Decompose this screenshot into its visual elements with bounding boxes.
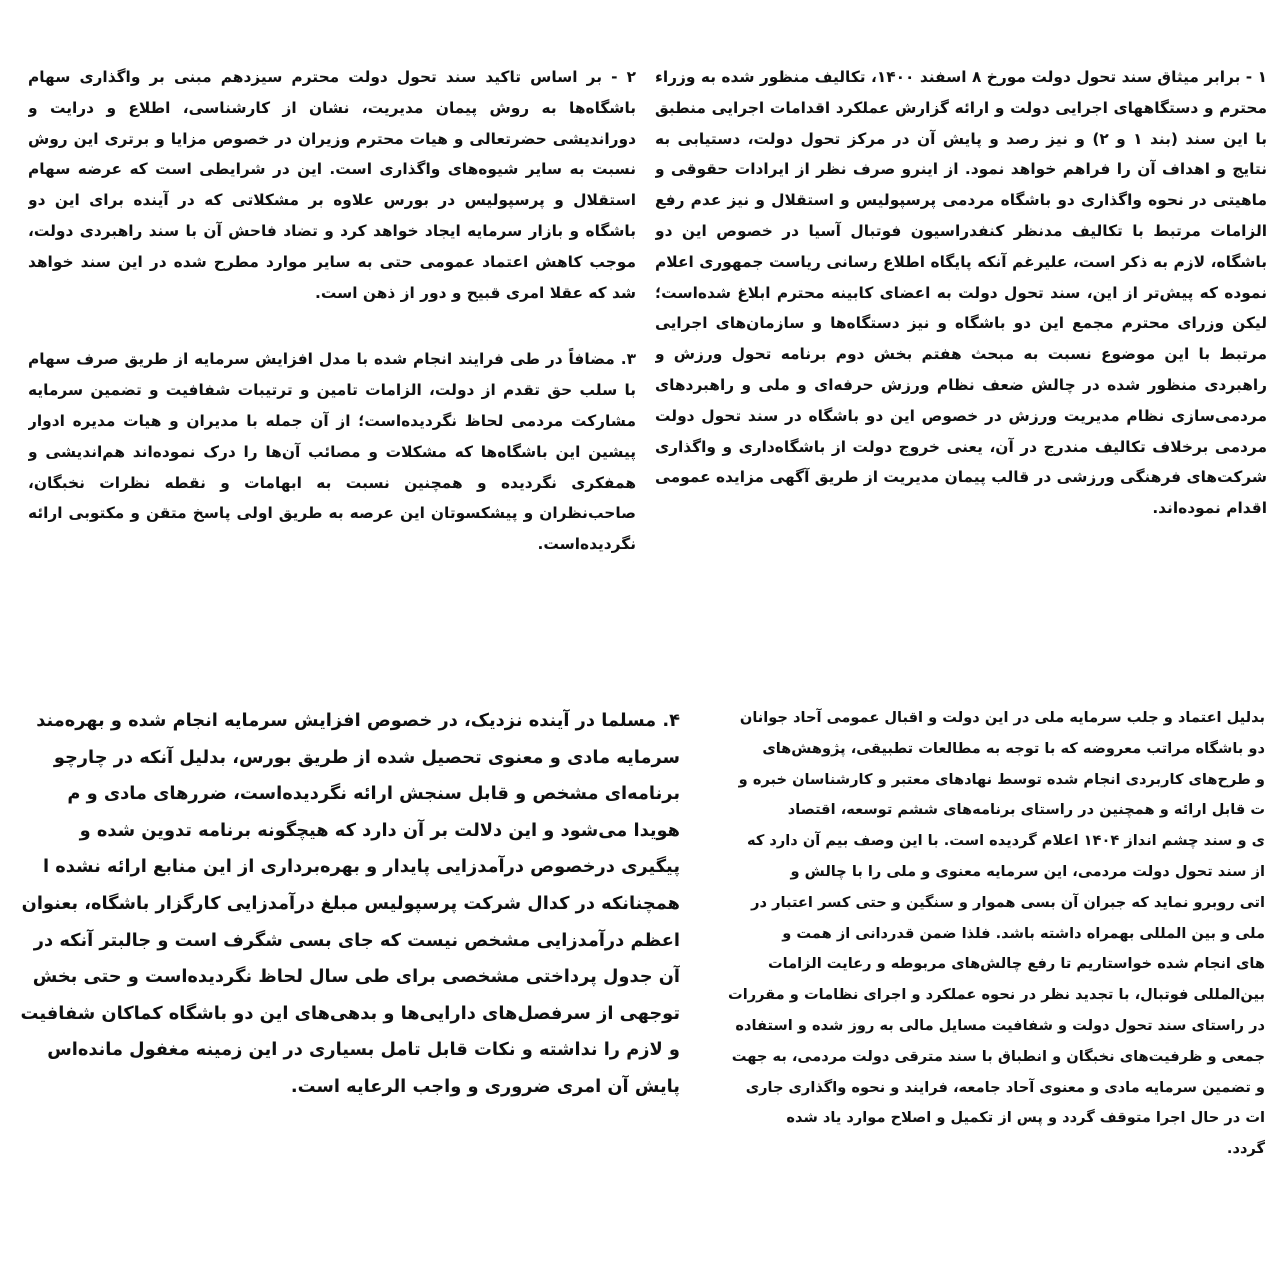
text-line: آن جدول پرداختی مشخصی برای طی سال لحاظ نگردیده‌است و حتی بخش <box>32 966 680 988</box>
text-line: بدلیل اعتماد و جلب سرمایه ملی در این دولت و اقبال عمومی آحاد جوانان <box>739 709 1265 726</box>
text-line: و تضمین سرمایه مادی و معنوی آحاد جامعه، فرایند و نحوه واگذاری جاری <box>745 1078 1265 1096</box>
text-line: در راستای سند تحول دولت و شفافیت مسایل مالی به روز شده و استفاده <box>735 1016 1265 1034</box>
text-line: از سند تحول دولت مردمی، این سرمایه معنوی و ملی را با چالش و <box>790 862 1265 880</box>
text-line: همچنانکه در کدال شرکت پرسپولیس مبلغ درآمدزایی کارگزار باشگاه، بعنوان <box>21 892 680 914</box>
text-line: ت قابل ارائه و همچنین در راستای برنامه‌های ششم توسعه، اقتصاد <box>787 801 1265 819</box>
text-line: دو باشگاه مراتب معروضه که با توجه به مطالعات تطبیقی، پژوهش‌های <box>762 739 1265 757</box>
text-line: های انجام شده خواستاریم تا رفع چالش‌های مربوطه و رعایت الزامات <box>767 955 1265 973</box>
text-line: بین‌المللی فوتبال، با تجدید نظر در نحوه عملکرد و اجرای نظامات و مقررات <box>728 986 1265 1004</box>
text-line: پیگیری درخصوص درآمدزایی پایدار و بهره‌برداری از این منابع ارائه نشده ا <box>42 856 680 878</box>
paragraph-gap <box>28 308 636 344</box>
text-line: و لازم را نداشته و نکات قابل تامل بسیاری در این زمینه مغفول مانده‌اس <box>47 1039 680 1061</box>
paragraph-block-4 <box>12 703 680 1163</box>
text-line: گردد. <box>1226 1140 1265 1158</box>
paragraph-block-continuation <box>705 703 1265 1243</box>
text-line: جمعی و ظرفیت‌های نخبگان و انطباق با سند مترقی دولت مردمی، به جهت <box>731 1047 1265 1065</box>
text-line: سرمایه مادی و معنوی تحصیل شده از طریق بورس، بدلیل آنکه در چارچو <box>53 746 680 768</box>
text-line: اعظم درآمدزایی مشخص نیست که جای بسی شگرف است و جالبتر آنکه در <box>33 929 680 951</box>
paragraph-block-2-3 <box>28 62 636 642</box>
text-line: ی و سند چشم انداز ۱۴۰۴ اعلام گردیده است. با این وصف بیم آن دارد که <box>746 832 1265 850</box>
text-line: توجهی از سرفصل‌های دارایی‌ها و بدهی‌های این دو باشگاه کماکان شفافیت <box>20 1002 680 1024</box>
text-line: ات در حال اجرا متوقف گردد و پس از تکمیل و اصلاح موارد یاد شده <box>786 1109 1265 1127</box>
paragraph-3: ۳. مضافاً در طی فرایند انجام شده با مدل افزایش سرمایه از طریق صرف سهام با سلب حق تقدم از دولت، الزامات تامین و ترتیبات شفافیت و تضمین سرمایه مشارکت مردمی لحاظ نگردیده‌است؛ از آن جمله با مدیران و هیات مدیره ادوار پیشین این باشگاه‌ها که مشکلات و مصائب آن‌ها را درک نموده‌اند هم‌اندیشی و همفکری نگردیده و همچنین نسبت به ابهامات و نقطه نظرات نخبگان، صاحب‌نظران و پیشکسوتان این عرصه به طریق اولی پاسخ متقن و مکتوبی ارائه نگردیده‌است. <box>28 350 636 554</box>
paragraph-2: ۲ - بر اساس تاکید سند تحول دولت محترم سیزدهم مبنی بر واگذاری سهام باشگاه‌ها به روش پیمان مدیریت، نشان از کارشناسی، اطلاع و درایت و دوراندیشی حضرتعالی و هیات محترم وزیران در خصوص مزایا و برتری این روش نسبت به سایر شیوه‌های واگذاری است. این در شرایطی است که عرضه سهام استقلال و پرسپولیس در بورس علاوه بر مشکلاتی که در آینده برای این دو باشگاه و بازار سرمایه ایجاد خواهد کرد و تضاد فاحش آن با سند راهبردی دولت، موجب کاهش اعتماد عمومی حتی به سایر موارد مطرح شده در این سند خواهد شد که عقلا امری قبیح و دور از ذهن است. <box>28 68 636 302</box>
paragraph-block-1 <box>655 62 1267 612</box>
text-line: برنامه‌ای مشخص و قابل سنجش ارائه نگردیده‌است، ضررهای مادی و م <box>67 783 680 805</box>
text-line: ۴. مسلما در آینده نزدیک، در خصوص افزایش سرمایه انجام شده و بهره‌مند <box>36 710 680 731</box>
text-line: اتی روبرو نماید که جبران آن بسی هموار و سنگین و حتی کسر اعتبار در <box>751 893 1265 911</box>
text-line: هویدا می‌شود و این دلالت بر آن دارد که هیچگونه برنامه تدوین شده و <box>79 819 680 841</box>
text-line: و طرح‌های کاربردی انجام شده توسط نهادهای معتبر و کارشناسان خبره و <box>738 770 1265 788</box>
text-line: ملی و بین المللی بهمراه داشته باشد. فلذا ضمن قدردانی از همت و <box>782 924 1265 942</box>
text-line: پایش آن امری ضروری و واجب الرعایه است. <box>290 1075 680 1097</box>
paragraph-1: ۱ - برابر میثاق سند تحول دولت مورخ ۸ اسفند ۱۴۰۰، تکالیف منظور شده به وزراء محترم و دستگاههای اجرایی دولت و ارائه گزارش عملکرد اقدامات اجرایی منطبق با این سند (بند ۱ و ۲) و نیز رصد و پایش آن در مرکز تحول دولت، دستیابی به نتایج و اهداف آن را فراهم خواهد نمود. از اینرو صرف نظر از ایرادات حقوقی و ماهیتی در نحوه واگذاری دو باشگاه مردمی پرسپولیس و استقلال و نیز عدم رفع الزامات مرتبط با تکالیف مدنظر کنفدراسیون فوتبال آسیا در خصوص این دو باشگاه، لازم به ذکر است، علیرغم آنکه پایگاه اطلاع رسانی ریاست جمهوری اعلام نموده که پیش‌تر از این، سند تحول دولت به اعضای کابینه محترم ابلاغ شده‌است؛ لیکن وزرای محترم مجمع این دو باشگاه و نیز دستگاه‌ها و سازمان‌های اجرایی مرتبط با این موضوع نسبت به مبحث هفتم بخش دوم برنامه تحول ورزش و راهبردی منظور شده در چالش ضعف نظام ورزش حرفه‌ای و ملی و راهبردهای مردمی‌سازی نظام مدیریت ورزش در خصوص این دو باشگاه در سند تحول دولت مردمی برخلاف تکالیف مندرج در آن، یعنی خروج دولت از باشگاه‌داری و واگذاری شرکت‌های فرهنگی ورزشی در قالب پیمان مدیریت از طریق آگهی مزایده عمومی اقدام نموده‌اند. <box>655 68 1267 518</box>
